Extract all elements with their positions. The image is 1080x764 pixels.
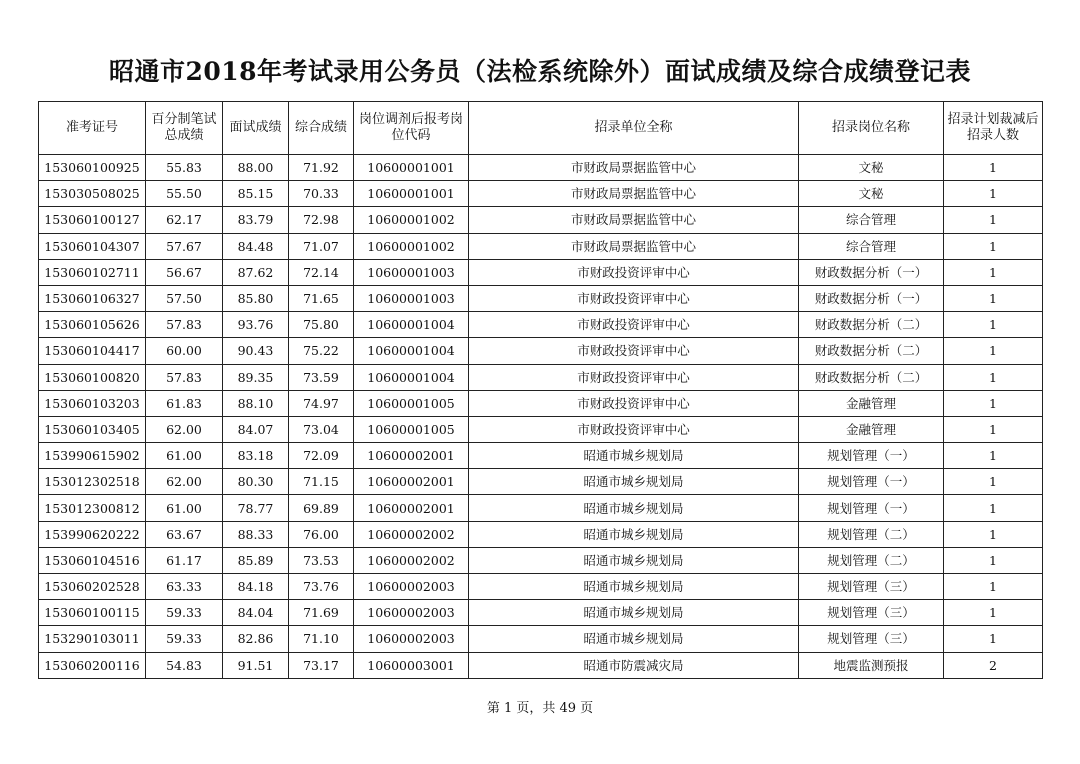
cell-position-code: 10600002003 <box>354 600 469 626</box>
cell-position-code: 10600001002 <box>354 207 469 233</box>
cell-position-name: 综合管理 <box>799 207 944 233</box>
cell-written-score: 57.83 <box>146 364 223 390</box>
score-table <box>38 101 1043 679</box>
cell-interview-score: 84.07 <box>223 416 289 442</box>
cell-employer-name: 昭通市城乡规划局 <box>469 574 799 600</box>
cell-hire-count: 1 <box>944 626 1043 652</box>
cell-written-score: 57.83 <box>146 312 223 338</box>
cell-interview-score: 78.77 <box>223 495 289 521</box>
cell-position-name: 规划管理（一） <box>799 469 944 495</box>
cell-hire-count: 1 <box>944 416 1043 442</box>
cell-employer-name: 昭通市城乡规划局 <box>469 521 799 547</box>
cell-position-name: 规划管理（三） <box>799 600 944 626</box>
cell-written-score: 60.00 <box>146 338 223 364</box>
cell-exam-id: 153060100820 <box>39 364 146 390</box>
header-exam-id: 准考证号 <box>39 102 146 155</box>
cell-exam-id: 153060104417 <box>39 338 146 364</box>
header-position-name: 招录岗位名称 <box>799 102 944 155</box>
cell-employer-name: 市财政局票据监管中心 <box>469 233 799 259</box>
cell-employer-name: 昭通市城乡规划局 <box>469 600 799 626</box>
cell-hire-count: 1 <box>944 233 1043 259</box>
cell-position-code: 10600003001 <box>354 652 469 678</box>
cell-exam-id: 153290103011 <box>39 626 146 652</box>
page-footer: 第 1 页，共 49 页 <box>486 701 594 716</box>
cell-employer-name: 市财政投资评审中心 <box>469 364 799 390</box>
cell-position-name: 规划管理（一） <box>799 495 944 521</box>
page-title: 昭通市2018年考试录用公务员（法检系统除外）面试成绩及综合成绩登记表 <box>108 57 972 86</box>
cell-position-name: 财政数据分析（一） <box>799 285 944 311</box>
cell-exam-id: 153060100925 <box>39 155 146 181</box>
table-row <box>39 338 1043 364</box>
cell-interview-score: 88.00 <box>223 155 289 181</box>
cell-total-score: 76.00 <box>289 521 354 547</box>
cell-exam-id: 153060102711 <box>39 259 146 285</box>
cell-exam-id: 153060103203 <box>39 390 146 416</box>
cell-total-score: 73.59 <box>289 364 354 390</box>
cell-position-name: 地震监测预报 <box>799 652 944 678</box>
cell-position-code: 10600001005 <box>354 416 469 442</box>
header-hire-count: 招录计划裁减后招录人数 <box>944 102 1043 155</box>
cell-hire-count: 1 <box>944 181 1043 207</box>
table-row <box>39 416 1043 442</box>
cell-written-score: 59.33 <box>146 600 223 626</box>
cell-position-name: 规划管理（三） <box>799 626 944 652</box>
cell-hire-count: 1 <box>944 312 1043 338</box>
cell-total-score: 69.89 <box>289 495 354 521</box>
cell-position-code: 10600002001 <box>354 469 469 495</box>
header-interview-score: 面试成绩 <box>223 102 289 155</box>
cell-employer-name: 市财政局票据监管中心 <box>469 155 799 181</box>
table-row <box>39 181 1043 207</box>
cell-interview-score: 83.18 <box>223 443 289 469</box>
cell-total-score: 74.97 <box>289 390 354 416</box>
cell-written-score: 63.33 <box>146 574 223 600</box>
cell-interview-score: 84.18 <box>223 574 289 600</box>
cell-employer-name: 市财政局票据监管中心 <box>469 181 799 207</box>
cell-written-score: 62.17 <box>146 207 223 233</box>
cell-written-score: 61.00 <box>146 495 223 521</box>
cell-total-score: 73.53 <box>289 547 354 573</box>
cell-hire-count: 1 <box>944 390 1043 416</box>
cell-exam-id: 153060100127 <box>39 207 146 233</box>
cell-total-score: 72.98 <box>289 207 354 233</box>
cell-hire-count: 1 <box>944 443 1043 469</box>
cell-hire-count: 1 <box>944 285 1043 311</box>
cell-total-score: 73.17 <box>289 652 354 678</box>
cell-interview-score: 82.86 <box>223 626 289 652</box>
cell-written-score: 55.83 <box>146 155 223 181</box>
cell-hire-count: 1 <box>944 495 1043 521</box>
cell-exam-id: 153060100115 <box>39 600 146 626</box>
cell-position-name: 规划管理（一） <box>799 443 944 469</box>
cell-position-code: 10600001004 <box>354 312 469 338</box>
cell-hire-count: 1 <box>944 364 1043 390</box>
cell-total-score: 73.76 <box>289 574 354 600</box>
cell-exam-id: 153990620222 <box>39 521 146 547</box>
cell-written-score: 56.67 <box>146 259 223 285</box>
table-row <box>39 207 1043 233</box>
cell-interview-score: 88.10 <box>223 390 289 416</box>
cell-hire-count: 1 <box>944 338 1043 364</box>
cell-interview-score: 83.79 <box>223 207 289 233</box>
cell-employer-name: 昭通市城乡规划局 <box>469 469 799 495</box>
cell-exam-id: 153030508025 <box>39 181 146 207</box>
cell-interview-score: 88.33 <box>223 521 289 547</box>
header-position-code: 岗位调剂后报考岗位代码 <box>354 102 469 155</box>
cell-hire-count: 1 <box>944 469 1043 495</box>
cell-exam-id: 153060104516 <box>39 547 146 573</box>
cell-position-code: 10600001005 <box>354 390 469 416</box>
cell-written-score: 62.00 <box>146 416 223 442</box>
cell-written-score: 54.83 <box>146 652 223 678</box>
cell-hire-count: 1 <box>944 521 1043 547</box>
table-row <box>39 364 1043 390</box>
cell-position-code: 10600001004 <box>354 338 469 364</box>
table-row <box>39 574 1043 600</box>
cell-exam-id: 153060105626 <box>39 312 146 338</box>
cell-interview-score: 91.51 <box>223 652 289 678</box>
cell-position-name: 规划管理（二） <box>799 547 944 573</box>
table-row <box>39 469 1043 495</box>
cell-position-code: 10600001001 <box>354 155 469 181</box>
cell-employer-name: 昭通市城乡规划局 <box>469 626 799 652</box>
cell-total-score: 70.33 <box>289 181 354 207</box>
table-body <box>39 155 1043 679</box>
table-row <box>39 652 1043 678</box>
cell-hire-count: 1 <box>944 600 1043 626</box>
cell-employer-name: 昭通市城乡规划局 <box>469 547 799 573</box>
cell-employer-name: 昭通市防震减灾局 <box>469 652 799 678</box>
cell-position-code: 10600001002 <box>354 233 469 259</box>
cell-exam-id: 153060202528 <box>39 574 146 600</box>
cell-position-code: 10600001001 <box>354 181 469 207</box>
table-row <box>39 155 1043 181</box>
cell-position-name: 金融管理 <box>799 416 944 442</box>
cell-employer-name: 市财政投资评审中心 <box>469 312 799 338</box>
cell-hire-count: 1 <box>944 547 1043 573</box>
cell-interview-score: 85.80 <box>223 285 289 311</box>
table-row <box>39 285 1043 311</box>
cell-position-name: 文秘 <box>799 181 944 207</box>
cell-employer-name: 市财政投资评审中心 <box>469 285 799 311</box>
cell-hire-count: 1 <box>944 259 1043 285</box>
table-row <box>39 443 1043 469</box>
cell-total-score: 75.22 <box>289 338 354 364</box>
cell-position-name: 财政数据分析（二） <box>799 364 944 390</box>
cell-hire-count: 1 <box>944 574 1043 600</box>
cell-total-score: 73.04 <box>289 416 354 442</box>
cell-total-score: 71.65 <box>289 285 354 311</box>
cell-exam-id: 153012300812 <box>39 495 146 521</box>
cell-position-code: 10600001004 <box>354 364 469 390</box>
header-employer-name: 招录单位全称 <box>469 102 799 155</box>
cell-position-name: 金融管理 <box>799 390 944 416</box>
cell-employer-name: 市财政投资评审中心 <box>469 390 799 416</box>
cell-interview-score: 80.30 <box>223 469 289 495</box>
cell-exam-id: 153060103405 <box>39 416 146 442</box>
cell-interview-score: 85.15 <box>223 181 289 207</box>
cell-employer-name: 昭通市城乡规划局 <box>469 495 799 521</box>
cell-interview-score: 90.43 <box>223 338 289 364</box>
cell-position-code: 10600002001 <box>354 443 469 469</box>
cell-exam-id: 153012302518 <box>39 469 146 495</box>
cell-written-score: 61.83 <box>146 390 223 416</box>
cell-employer-name: 市财政局票据监管中心 <box>469 207 799 233</box>
cell-employer-name: 市财政投资评审中心 <box>469 416 799 442</box>
table-row <box>39 521 1043 547</box>
cell-interview-score: 89.35 <box>223 364 289 390</box>
cell-exam-id: 153060200116 <box>39 652 146 678</box>
cell-written-score: 62.00 <box>146 469 223 495</box>
cell-written-score: 57.67 <box>146 233 223 259</box>
cell-total-score: 71.92 <box>289 155 354 181</box>
cell-written-score: 63.67 <box>146 521 223 547</box>
cell-total-score: 71.15 <box>289 469 354 495</box>
cell-interview-score: 93.76 <box>223 312 289 338</box>
table-row <box>39 547 1043 573</box>
table-row <box>39 312 1043 338</box>
cell-total-score: 71.69 <box>289 600 354 626</box>
cell-position-code: 10600002003 <box>354 626 469 652</box>
cell-interview-score: 85.89 <box>223 547 289 573</box>
cell-interview-score: 87.62 <box>223 259 289 285</box>
cell-exam-id: 153990615902 <box>39 443 146 469</box>
cell-position-name: 财政数据分析（二） <box>799 312 944 338</box>
cell-position-code: 10600002001 <box>354 495 469 521</box>
cell-written-score: 57.50 <box>146 285 223 311</box>
cell-employer-name: 市财政投资评审中心 <box>469 338 799 364</box>
table-header-row <box>39 102 1043 155</box>
cell-total-score: 75.80 <box>289 312 354 338</box>
cell-hire-count: 1 <box>944 155 1043 181</box>
cell-total-score: 71.10 <box>289 626 354 652</box>
cell-exam-id: 153060106327 <box>39 285 146 311</box>
table-row <box>39 495 1043 521</box>
cell-hire-count: 1 <box>944 207 1043 233</box>
cell-position-name: 综合管理 <box>799 233 944 259</box>
cell-written-score: 61.00 <box>146 443 223 469</box>
cell-position-name: 财政数据分析（一） <box>799 259 944 285</box>
cell-total-score: 71.07 <box>289 233 354 259</box>
cell-total-score: 72.09 <box>289 443 354 469</box>
cell-position-name: 规划管理（三） <box>799 574 944 600</box>
table-row <box>39 390 1043 416</box>
cell-interview-score: 84.04 <box>223 600 289 626</box>
cell-position-name: 文秘 <box>799 155 944 181</box>
cell-hire-count: 2 <box>944 652 1043 678</box>
cell-position-code: 10600002003 <box>354 574 469 600</box>
table-row <box>39 233 1043 259</box>
table-row <box>39 600 1043 626</box>
header-total-score: 综合成绩 <box>289 102 354 155</box>
cell-total-score: 72.14 <box>289 259 354 285</box>
cell-position-name: 规划管理（二） <box>799 521 944 547</box>
cell-position-code: 10600001003 <box>354 259 469 285</box>
cell-written-score: 59.33 <box>146 626 223 652</box>
cell-exam-id: 153060104307 <box>39 233 146 259</box>
cell-written-score: 55.50 <box>146 181 223 207</box>
cell-employer-name: 昭通市城乡规划局 <box>469 443 799 469</box>
cell-position-code: 10600001003 <box>354 285 469 311</box>
table-row <box>39 259 1043 285</box>
table-row <box>39 626 1043 652</box>
cell-position-code: 10600002002 <box>354 547 469 573</box>
cell-position-code: 10600002002 <box>354 521 469 547</box>
cell-employer-name: 市财政投资评审中心 <box>469 259 799 285</box>
cell-written-score: 61.17 <box>146 547 223 573</box>
cell-interview-score: 84.48 <box>223 233 289 259</box>
cell-position-name: 财政数据分析（二） <box>799 338 944 364</box>
header-written-score: 百分制笔试总成绩 <box>146 102 223 155</box>
